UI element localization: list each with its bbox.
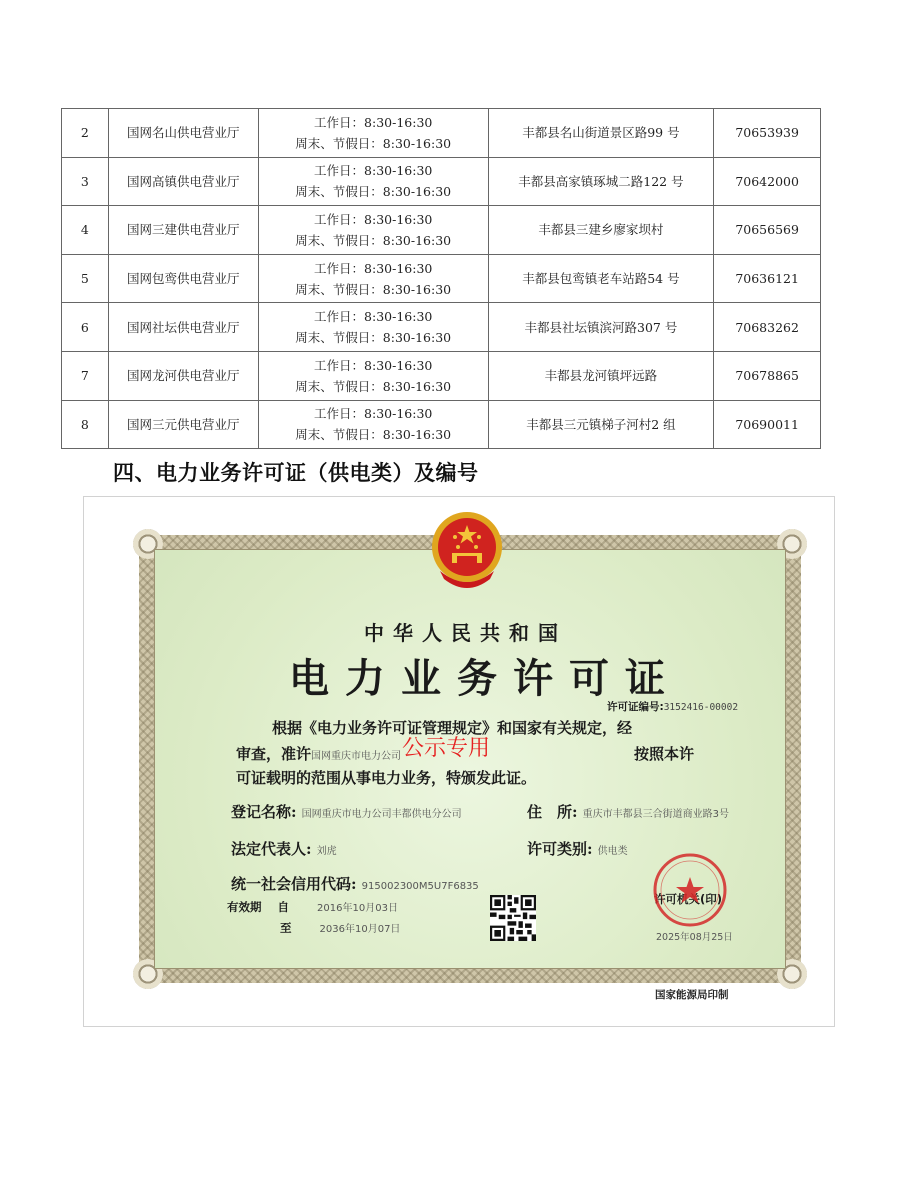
cell-number: 6: [62, 303, 109, 352]
hours-workday: 工作日：8:30-16:30: [314, 260, 433, 276]
section-heading: 四、电力业务许可证（供电类）及编号: [113, 461, 479, 485]
validity-to-row: [280, 920, 400, 936]
public-notice-stamp: 公示专用: [402, 736, 491, 761]
legal-rep-label: 法定代表人:: [231, 840, 312, 858]
hours-workday: 工作日：8:30-16:30: [314, 309, 433, 325]
hours-workday: 工作日：8:30-16:30: [314, 114, 433, 130]
validity-from-label: 自: [277, 900, 290, 914]
certificate-body-line-1: 根据《电力业务许可证管理规定》和国家有关规定，经: [272, 719, 633, 737]
credit-code-field: [231, 873, 479, 894]
certificate-body-line-3: 可证载明的范围从事电力业务，特颁发此证。: [236, 769, 537, 787]
hours-workday: 工作日：8:30-16:30: [314, 357, 433, 373]
issuer-label: 许可机关(印): [654, 892, 723, 906]
validity-to-value: 2036年10月07日: [319, 924, 401, 935]
certificate-body-line-2: [236, 743, 401, 764]
credit-code-label: 统一社会信用代码:: [231, 875, 357, 893]
cell-address: 丰都县包鸾镇老车站路54 号: [488, 254, 714, 303]
hours-workday: 工作日：8:30-16:30: [314, 211, 433, 227]
body-line-2-end: 按照本许: [634, 745, 695, 763]
certificate-country: 中华人民共和国: [364, 621, 567, 645]
table-row: [62, 157, 821, 206]
table-row: [62, 254, 821, 303]
legal-rep-field: [231, 838, 337, 859]
license-number-value: 3152416-00002: [663, 702, 739, 713]
credit-code-value: 915002300M5U7F6835: [361, 881, 479, 892]
cell-address: 丰都县龙河镇坪远路: [488, 351, 714, 400]
certificate-title: 电力业务许可证: [289, 655, 681, 702]
license-number: [607, 699, 738, 714]
official-seal-icon: [652, 852, 728, 928]
cell-number: 4: [62, 206, 109, 255]
cell-address: 丰都县社坛镇滨河路307 号: [488, 303, 714, 352]
body-line-2-start: 审查，准许: [236, 745, 312, 763]
national-emblem-icon: [430, 509, 504, 593]
certificate-photo: [83, 496, 835, 1027]
cell-phone: 70642000: [714, 157, 821, 206]
license-type-field: [527, 838, 628, 859]
cell-hours: [258, 351, 488, 400]
license-type-label: 许可类别:: [527, 840, 593, 858]
table-body: [62, 109, 821, 449]
cell-hall-name: 国网三元供电营业厅: [108, 400, 258, 449]
hours-workday: 工作日：8:30-16:30: [314, 406, 433, 422]
license-number-label: 许可证编号:: [607, 701, 664, 713]
cell-number: 3: [62, 157, 109, 206]
cell-hours: [258, 206, 488, 255]
service-hall-table: [61, 108, 821, 449]
cell-hall-name: 国网社坛供电营业厅: [108, 303, 258, 352]
cell-hours: [258, 157, 488, 206]
cell-number: 2: [62, 109, 109, 158]
cell-hours: [258, 109, 488, 158]
cell-number: 7: [62, 351, 109, 400]
cell-phone: 70678865: [714, 351, 821, 400]
address-label: 住 所:: [527, 803, 578, 821]
table-row: [62, 109, 821, 158]
hours-weekend: 周末、节假日：8:30-16:30: [295, 232, 452, 248]
reg-name-value: 国网重庆市电力公司丰都供电分公司: [301, 809, 462, 820]
reg-name-label: 登记名称:: [231, 803, 297, 821]
license-type-value: 供电类: [597, 846, 628, 857]
hours-weekend: 周末、节假日：8:30-16:30: [295, 330, 452, 346]
table-row: [62, 206, 821, 255]
validity-label: 有效期: [227, 900, 262, 914]
cell-phone: 70653939: [714, 109, 821, 158]
cell-hall-name: 国网包鸾供电营业厅: [108, 254, 258, 303]
table-row: [62, 303, 821, 352]
cell-phone: 70683262: [714, 303, 821, 352]
table-row: [62, 351, 821, 400]
cell-hall-name: 国网名山供电营业厅: [108, 109, 258, 158]
hours-workday: 工作日：8:30-16:30: [314, 163, 433, 179]
cell-hours: [258, 254, 488, 303]
address-field: [527, 801, 729, 822]
cell-phone: 70656569: [714, 206, 821, 255]
cell-hours: [258, 400, 488, 449]
cell-address: 丰都县三元镇梯子河村2 组: [488, 400, 714, 449]
cell-address: 丰都县三建乡廖家坝村: [488, 206, 714, 255]
validity-from-value: 2016年10月03日: [317, 903, 398, 914]
licensee-fill: 国网重庆市电力公司: [311, 751, 402, 762]
validity-from-row: [227, 899, 398, 915]
cell-number: 8: [62, 400, 109, 449]
hours-weekend: 周末、节假日：8:30-16:30: [295, 378, 452, 394]
qr-code-icon: [490, 895, 536, 941]
cell-phone: 70690011: [714, 400, 821, 449]
cell-phone: 70636121: [714, 254, 821, 303]
cell-hours: [258, 303, 488, 352]
validity-to-label: 至: [280, 921, 292, 935]
cell-address: 丰都县高家镇琢城二路122 号: [488, 157, 714, 206]
table-row: [62, 400, 821, 449]
cell-hall-name: 国网高镇供电营业厅: [108, 157, 258, 206]
hours-weekend: 周末、节假日：8:30-16:30: [295, 184, 452, 200]
reg-name-field: [231, 801, 462, 822]
address-value: 重庆市丰都县三合街道商业路3号: [582, 809, 730, 820]
cell-number: 5: [62, 254, 109, 303]
printer-note: 国家能源局印制: [655, 989, 729, 1001]
cell-address: 丰都县名山街道景区路99 号: [488, 109, 714, 158]
cell-hall-name: 国网龙河供电营业厅: [108, 351, 258, 400]
cell-hall-name: 国网三建供电营业厅: [108, 206, 258, 255]
hours-weekend: 周末、节假日：8:30-16:30: [295, 281, 452, 297]
legal-rep-value: 刘虎: [316, 846, 337, 857]
issue-date: 2025年08月25日: [656, 932, 733, 943]
hours-weekend: 周末、节假日：8:30-16:30: [295, 427, 452, 443]
hours-weekend: 周末、节假日：8:30-16:30: [295, 135, 452, 151]
